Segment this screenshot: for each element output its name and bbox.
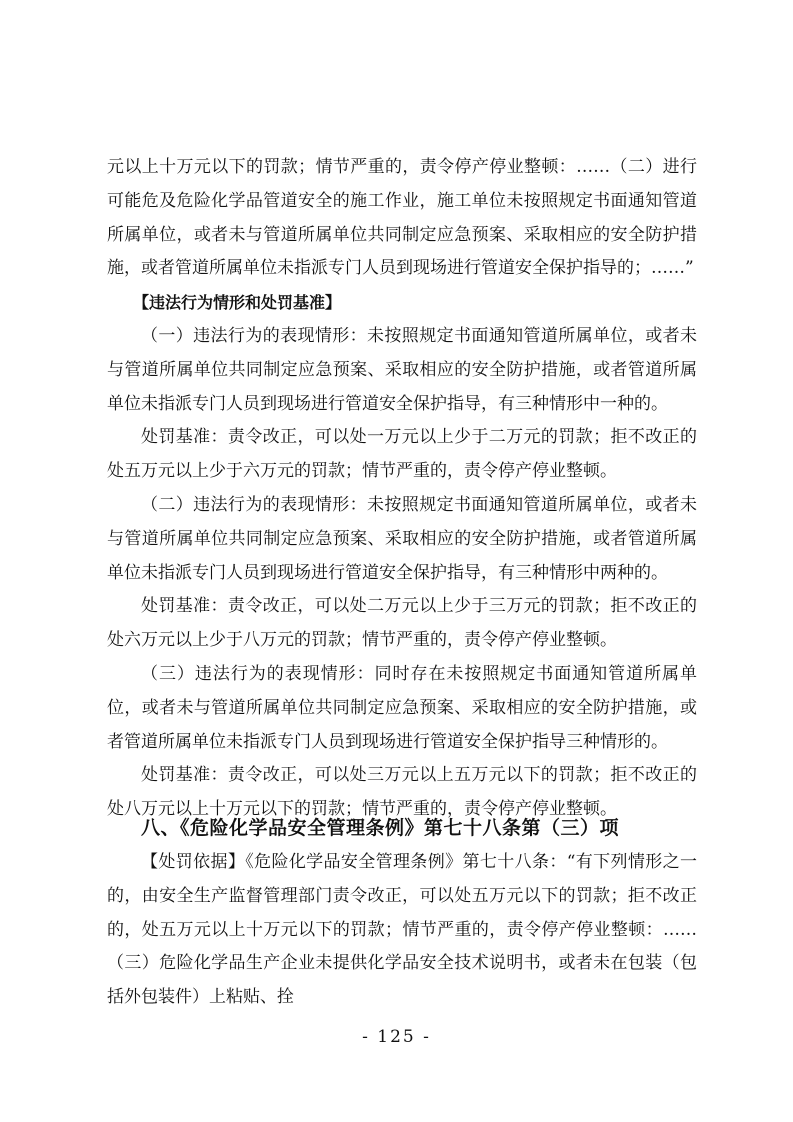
case-1-penalty: 处罚基准：责令改正，可以处一万元以上少于二万元的罚款；拒不改正的处五万元以上少于六万元的罚款；情节严重的，责令停产停业整顿。 — [107, 427, 697, 482]
case-2-description: （二）违法行为的表现情形：未按照规定书面通知管道所属单位，或者未与管道所属单位共同制定应急预案、采取相应的安全防护措施，或者管道所属单位未指派专门人员到现场进行管道安全保护指导，有三种情形中两种的。 — [107, 494, 697, 583]
case-1-description: （一）违法行为的表现情形：未按照规定书面通知管道所属单位，或者未与管道所属单位共同制定应急预案、采取相应的安全防护措施，或者管道所属单位未指派专门人员到现场进行管道安全保护指导，有三种情形中一种的。 — [107, 325, 697, 414]
section-title: 【违法行为情形和处罚基准】 — [133, 293, 342, 313]
article-text-top — [107, 151, 697, 827]
article-text-bottom — [107, 846, 697, 1015]
article-heading: 八、《危险化学品安全管理条例》第七十八条第（三）项 — [141, 817, 620, 839]
case-3-penalty: 处罚基准：责令改正，可以处三万元以上五万元以下的罚款；拒不改正的处八万元以上十万元以下的罚款；情节严重的，责令停产停业整顿。 — [107, 765, 697, 820]
case-2-penalty: 处罚基准：责令改正，可以处二万元以上少于三万元的罚款；拒不改正的处六万元以上少于八万元的罚款；情节严重的，责令停产停业整顿。 — [107, 596, 697, 651]
page-number: - 125 - — [362, 1027, 431, 1047]
paragraph-continuation: 元以上十万元以下的罚款；情节严重的，责令停产停业整顿：……（二）进行可能危及危险化学品管道安全的施工作业，施工单位未按照规定书面通知管道所属单位，或者未与管道所属单位共同制定应急预案、采取相应的安全防护措施，或者管道所属单位未指派专门人员到现场进行管道安全保护指导的；……” — [107, 157, 697, 279]
case-3-description: （三）违法行为的表现情形：同时存在未按照规定书面通知管道所属单位，或者未与管道所属单位共同制定应急预案、采取相应的安全防护措施，或者管道所属单位未指派专门人员到现场进行管道安全保护指导三种情形的。 — [107, 663, 697, 752]
penalty-basis: 【处罚依据】《危险化学品安全管理条例》第七十八条：“有下列情形之一的，由安全生产监督管理部门责令改正，可以处五万元以下的罚款；拒不改正的，处五万元以上十万元以下的罚款；情节严重的，责令停产停业整顿：……（三）危险化学品生产企业未提供化学品安全技术说明书，或者未在包装（包括外包装件）上粘贴、拴 — [107, 852, 697, 1008]
